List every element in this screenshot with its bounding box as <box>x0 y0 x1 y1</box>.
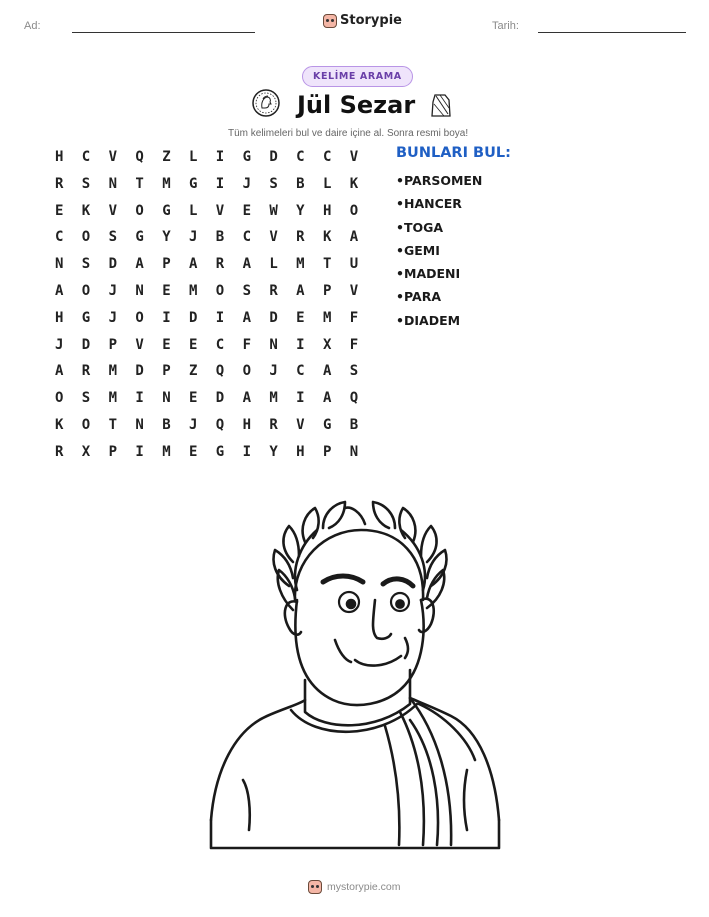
grid-cell[interactable]: S <box>81 175 91 192</box>
grid-cell[interactable]: A <box>188 256 198 273</box>
grid-cell[interactable]: M <box>296 256 305 273</box>
grid-cell[interactable]: D <box>108 256 118 273</box>
grid-cell[interactable]: I <box>162 309 171 326</box>
grid-cell[interactable]: A <box>55 363 64 380</box>
grid-cell[interactable]: I <box>215 149 225 165</box>
grid-cell[interactable]: E <box>188 443 198 460</box>
grid-cell[interactable]: J <box>242 175 252 192</box>
word-list-item: • PARSOMEN <box>396 173 482 196</box>
grid-cell[interactable]: M <box>322 309 332 326</box>
grid-cell[interactable]: C <box>296 363 305 380</box>
grid-cell[interactable]: N <box>135 282 144 299</box>
grid-cell[interactable]: Y <box>162 229 171 246</box>
grid-cell[interactable]: Z <box>188 363 198 380</box>
word-list-item: • PARA <box>396 289 482 312</box>
grid-cell[interactable]: V <box>215 202 225 219</box>
grid-cell[interactable]: P <box>322 443 332 460</box>
grid-cell[interactable]: M <box>108 390 118 407</box>
word-search-badge: KELİME ARAMA <box>302 66 413 87</box>
grid-cell[interactable]: P <box>162 363 171 380</box>
page-title: Jül Sezar <box>297 91 416 119</box>
grid-cell[interactable]: C <box>81 149 91 165</box>
grid-cell[interactable]: G <box>162 202 171 219</box>
name-label: Ad: <box>24 20 41 32</box>
grid-cell[interactable]: K <box>81 202 91 219</box>
grid-cell[interactable]: I <box>296 336 305 353</box>
grid-cell[interactable]: U <box>349 256 359 273</box>
storypie-mascot-icon <box>323 14 337 28</box>
instructions: Tüm kelimeleri bul ve daire içine al. Sonra resmi boya! <box>228 128 469 139</box>
grid-cell[interactable]: H <box>242 416 252 433</box>
grid-cell[interactable]: R <box>55 443 64 460</box>
grid-cell[interactable]: J <box>269 363 278 380</box>
grid-cell[interactable]: I <box>296 390 305 407</box>
grid-cell[interactable]: I <box>135 443 144 460</box>
grid-cell[interactable]: S <box>108 229 118 246</box>
word-list-item: • HANCER <box>396 196 482 219</box>
word-search-grid <box>54 149 376 471</box>
grid-cell[interactable]: A <box>322 363 332 380</box>
grid-cell[interactable]: F <box>349 336 359 353</box>
grid-cell[interactable]: J <box>55 336 64 353</box>
grid-cell[interactable]: H <box>322 202 332 219</box>
grid-cell[interactable]: N <box>162 390 171 407</box>
grid-cell[interactable]: N <box>55 256 64 273</box>
grid-cell[interactable]: A <box>242 256 252 273</box>
grid-cell[interactable]: W <box>269 202 278 219</box>
grid-cell[interactable]: V <box>269 229 278 246</box>
grid-cell[interactable]: N <box>135 416 144 433</box>
grid-cell[interactable]: C <box>322 149 332 165</box>
grid-cell[interactable]: S <box>349 363 359 380</box>
word-list-item: • TOGA <box>396 220 482 243</box>
grid-cell[interactable]: J <box>188 229 198 246</box>
caesar-illustration <box>205 490 505 855</box>
grid-cell[interactable]: S <box>242 282 252 299</box>
name-line[interactable] <box>72 32 255 33</box>
date-line[interactable] <box>538 32 686 33</box>
grid-cell[interactable]: R <box>269 282 278 299</box>
grid-cell[interactable]: R <box>55 175 64 192</box>
grid-cell[interactable]: H <box>55 149 64 165</box>
grid-cell[interactable]: P <box>162 256 171 273</box>
grid-cell[interactable]: C <box>296 149 305 165</box>
word-list-title: BUNLARI BUL: <box>396 145 511 161</box>
grid-cell[interactable]: N <box>269 336 278 353</box>
grid-cell[interactable]: M <box>108 363 118 380</box>
word-list-item: • DIADEM <box>396 313 482 336</box>
grid-cell[interactable]: H <box>55 309 64 326</box>
grid-cell[interactable]: C <box>215 336 225 353</box>
grid-cell[interactable]: P <box>108 336 118 353</box>
grid-cell[interactable]: C <box>55 229 64 246</box>
grid-cell[interactable]: G <box>188 175 198 192</box>
grid-cell[interactable]: F <box>349 309 359 326</box>
grid-cell[interactable]: V <box>349 282 359 299</box>
grid-cell[interactable]: A <box>349 229 359 246</box>
grid-cell[interactable]: B <box>215 229 225 246</box>
grid-cell[interactable]: Q <box>349 390 359 407</box>
grid-cell[interactable]: Y <box>296 202 305 219</box>
footer <box>308 880 401 894</box>
grid-cell[interactable]: L <box>188 149 198 165</box>
grid-cell[interactable]: V <box>135 336 144 353</box>
grid-cell[interactable]: C <box>242 229 252 246</box>
grid-cell[interactable]: O <box>349 202 359 219</box>
grid-cell[interactable]: R <box>269 416 278 433</box>
grid-cell[interactable]: P <box>108 443 118 460</box>
grid-cell[interactable]: M <box>162 443 171 460</box>
grid-cell[interactable]: E <box>162 336 171 353</box>
grid-cell[interactable]: G <box>242 149 252 165</box>
grid-cell[interactable]: G <box>322 416 332 433</box>
grid-cell[interactable]: K <box>349 175 359 192</box>
grid-cell[interactable]: M <box>188 282 198 299</box>
grid-cell[interactable]: D <box>135 363 144 380</box>
grid-cell[interactable]: S <box>81 390 91 407</box>
grid-cell[interactable]: I <box>215 309 225 326</box>
grid-cell[interactable]: Y <box>269 443 278 460</box>
grid-cell[interactable]: X <box>322 336 332 353</box>
grid-cell[interactable]: L <box>269 256 278 273</box>
grid-cell[interactable]: E <box>188 336 198 353</box>
brand-logo <box>323 13 402 28</box>
grid-cell[interactable]: V <box>108 202 118 219</box>
grid-cell[interactable]: O <box>55 390 64 407</box>
grid-cell[interactable]: B <box>296 175 305 192</box>
word-list-item: • MADENI <box>396 266 482 289</box>
grid-cell[interactable]: S <box>81 256 91 273</box>
grid-cell[interactable]: X <box>81 443 91 460</box>
coin-icon <box>251 88 281 118</box>
grid-cell[interactable]: Q <box>215 416 225 433</box>
grid-cell[interactable]: O <box>215 282 225 299</box>
grid-cell[interactable]: M <box>162 175 171 192</box>
grid-cell[interactable]: B <box>162 416 171 433</box>
grid-cell[interactable]: A <box>322 390 332 407</box>
grid-cell[interactable]: O <box>81 282 91 299</box>
grid-cell[interactable]: J <box>188 416 198 433</box>
grid-cell[interactable]: D <box>81 336 91 353</box>
grid-cell[interactable]: Q <box>215 363 225 380</box>
grid-cell[interactable]: E <box>242 202 252 219</box>
grid-cell[interactable]: G <box>215 443 225 460</box>
grid-cell[interactable]: A <box>55 282 64 299</box>
grid-cell[interactable]: I <box>135 390 144 407</box>
footer-site[interactable]: mystorypie.com <box>327 881 401 893</box>
grid-cell[interactable]: I <box>242 443 252 460</box>
grid-cell[interactable]: D <box>215 390 225 407</box>
grid-cell[interactable]: V <box>349 149 359 165</box>
grid-cell[interactable]: E <box>162 282 171 299</box>
grid-cell[interactable]: G <box>135 229 144 246</box>
grid-cell[interactable]: Z <box>162 149 171 165</box>
date-label: Tarih: <box>492 20 519 32</box>
grid-cell[interactable]: O <box>242 363 252 380</box>
grid-cell[interactable]: O <box>81 229 91 246</box>
grid-cell[interactable]: N <box>349 443 359 460</box>
word-list <box>396 173 482 336</box>
grid-cell[interactable]: B <box>349 416 359 433</box>
grid-cell[interactable]: L <box>322 175 332 192</box>
grid-cell[interactable]: I <box>215 175 225 192</box>
grid-cell[interactable]: S <box>269 175 278 192</box>
grid-cell[interactable]: E <box>55 202 64 219</box>
grid-cell[interactable]: D <box>188 309 198 326</box>
grid-cell[interactable]: V <box>296 416 305 433</box>
toga-icon <box>426 90 456 120</box>
grid-cell[interactable]: J <box>108 309 118 326</box>
grid-cell[interactable]: N <box>108 175 118 192</box>
grid-cell[interactable]: A <box>296 282 305 299</box>
grid-cell[interactable]: A <box>242 309 252 326</box>
grid-cell[interactable]: O <box>135 202 144 219</box>
grid-cell[interactable]: D <box>269 149 278 165</box>
grid-cell[interactable]: O <box>81 416 91 433</box>
grid-cell[interactable]: G <box>81 309 91 326</box>
grid-cell[interactable]: K <box>322 229 332 246</box>
grid-cell[interactable]: F <box>242 336 252 353</box>
grid-cell[interactable]: J <box>108 282 118 299</box>
grid-cell[interactable]: T <box>322 256 332 273</box>
grid-cell[interactable]: E <box>296 309 305 326</box>
word-list-item: • GEMI <box>396 243 482 266</box>
grid-cell[interactable]: Q <box>135 149 144 165</box>
grid-cell[interactable]: T <box>108 416 118 433</box>
grid-cell[interactable]: R <box>296 229 305 246</box>
grid-cell[interactable]: V <box>108 149 118 165</box>
grid-cell[interactable]: K <box>55 416 64 433</box>
grid-cell[interactable]: R <box>215 256 225 273</box>
brand-name: Storypie <box>340 13 402 28</box>
grid-cell[interactable]: E <box>188 390 198 407</box>
grid-cell[interactable]: L <box>188 202 198 219</box>
storypie-mascot-icon <box>308 880 322 894</box>
grid-cell[interactable]: M <box>269 390 278 407</box>
grid-cell[interactable]: H <box>296 443 305 460</box>
grid-cell[interactable]: O <box>135 309 144 326</box>
grid-cell[interactable]: D <box>269 309 278 326</box>
grid-cell[interactable]: R <box>81 363 91 380</box>
grid-cell[interactable]: T <box>135 175 144 192</box>
grid-cell[interactable]: A <box>135 256 144 273</box>
grid-cell[interactable]: P <box>322 282 332 299</box>
grid-cell[interactable]: A <box>242 390 252 407</box>
